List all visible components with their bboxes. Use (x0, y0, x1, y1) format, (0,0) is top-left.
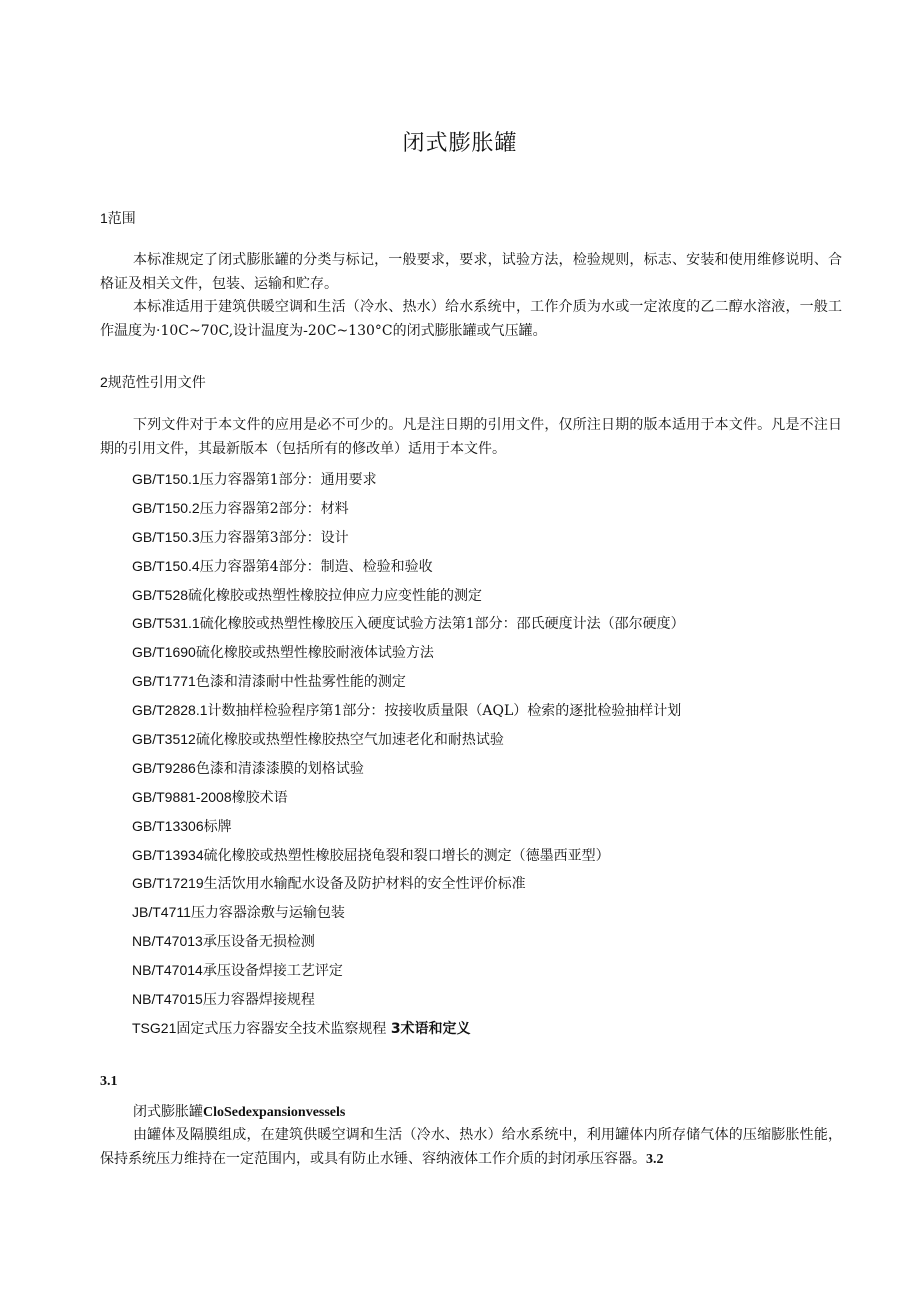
reference-title: 承压设备焊接工艺评定 (202, 963, 343, 980)
reference-item (132, 553, 852, 582)
section-3-heading: 3术语和定义 (390, 1020, 471, 1037)
reference-title: 色漆和清漆漆膜的划格试验 (195, 760, 364, 777)
document-title: 闭式膨胀罐 (402, 131, 518, 156)
reference-title: 生活饮用水输配水设备及防护材料的安全性评价标准 (203, 876, 526, 893)
definition-paragraph (100, 1124, 842, 1171)
reference-code: GB/T150.1 (132, 471, 200, 487)
reference-code: NB/T47014 (132, 962, 203, 979)
section-1-heading: 1范围 (100, 210, 136, 226)
reference-code: GB/T528 (132, 586, 189, 603)
reference-code: GB/T9881-2008 (132, 788, 232, 805)
reference-title: 橡胶术语 (231, 789, 288, 806)
reference-title: 压力容器第2部分：材料 (199, 500, 349, 517)
reference-title: 压力容器第1部分：通用要求 (199, 472, 377, 488)
clause-3-1-number: 3.1 (100, 1074, 118, 1089)
reference-item (132, 957, 852, 986)
reference-code: GB/T13306 (132, 817, 204, 834)
reference-code: NB/T47013 (132, 933, 203, 950)
reference-item (132, 755, 852, 784)
normative-intro-paragraph: 下列文件对于本文件的应用是必不可少的。凡是注日期的引用文件，仅所注日期的版本适用于本文件。凡是不注日期的引用文件，其最新版本（包括所有的修改单）适用于本文件。 (100, 417, 842, 457)
reference-code: GB/T150.2 (132, 499, 200, 516)
reference-title: 色漆和清漆耐中性盐雾性能的测定 (195, 674, 406, 691)
reference-item (132, 726, 852, 755)
reference-code: GB/T17219 (132, 875, 204, 892)
reference-title: 固定式压力容器安全技术监察规程 (176, 1020, 387, 1037)
reference-code: GB/T150.4 (132, 557, 200, 574)
reference-item (132, 697, 852, 726)
reference-title: 硫化橡胶或热塑性橡胶拉伸应力应变性能的测定 (188, 587, 483, 604)
reference-code: GB/T2828.1 (132, 702, 208, 719)
reference-title: 标牌 (203, 818, 232, 835)
reference-item (132, 495, 852, 524)
reference-item (132, 870, 852, 899)
term-entry (133, 1101, 345, 1121)
reference-code: NB/T47015 (132, 991, 203, 1008)
reference-title: 压力容器第3部分：设计 (199, 529, 349, 546)
section-1-body (100, 249, 842, 343)
term-chinese: 闭式膨胀罐 (133, 1104, 203, 1120)
reference-code: JB/T4711 (132, 904, 191, 921)
reference-item (132, 466, 852, 495)
scope-paragraph-2: 本标准适用于建筑供暖空调和生活（冷水、热水）给水系统中，工作介质为水或一定浓度的乙二醇水溶液，一般工作温度为·10C~70C,设计温度为-20C~130°C的闭式膨胀罐或气压罐。 (100, 299, 842, 339)
reference-code: TSG21 (132, 1019, 177, 1036)
reference-title: 计数抽样检验程序第1部分：按接收质量限（AQL）检索的逐批检验抽样计划 (207, 703, 682, 720)
reference-title: 压力容器涂敷与运输包装 (190, 905, 345, 922)
reference-title: 硫化橡胶或热塑性橡胶屈挠龟裂和裂口增长的测定（德墨西亚型） (203, 847, 610, 864)
reference-item (132, 928, 852, 957)
reference-code: GB/T13934 (132, 846, 204, 863)
reference-item (132, 842, 852, 871)
clause-3-2-number: 3.2 (646, 1151, 664, 1167)
definition-text: 由罐体及隔膜组成，在建筑供暖空调和生活（冷水、热水）给水系统中，利用罐体内所存储气体的压缩膨胀性能，保持系统压力维持在一定范围内，或具有防止水锤、容纳液体工作介质的封闭承压容器。 (100, 1127, 842, 1167)
reference-item (132, 813, 852, 842)
reference-code: GB/T3512 (132, 731, 196, 748)
reference-title: 压力容器第4部分：制造、检验和验收 (199, 558, 433, 575)
term-definition (100, 1124, 842, 1171)
term-english: CloSedexpansionvessels (203, 1105, 346, 1120)
normative-reference-list (132, 466, 852, 1044)
reference-code: GB/T1690 (132, 644, 196, 661)
reference-item (132, 899, 852, 928)
reference-code: GB/T1771 (132, 673, 196, 690)
reference-title: 硫化橡胶或热塑性橡胶耐液体试验方法 (195, 645, 434, 662)
reference-code: GB/T531.1 (132, 615, 200, 632)
reference-item (132, 582, 852, 611)
reference-title: 压力容器焊接规程 (202, 992, 315, 1009)
reference-code: GB/T150.3 (132, 528, 200, 545)
section-2-heading: 2规范性引用文件 (100, 374, 206, 390)
reference-item (132, 1015, 852, 1044)
reference-code: GB/T9286 (132, 759, 196, 776)
reference-title: 承压设备无损检测 (202, 934, 315, 951)
reference-item (132, 986, 852, 1015)
reference-item (132, 524, 852, 553)
reference-item (132, 668, 852, 697)
reference-item (132, 784, 852, 813)
reference-item (132, 610, 852, 639)
scope-paragraph-1: 本标准规定了闭式膨胀罐的分类与标记，一般要求，要求，试验方法，检验规则，标志、安装和使用维修说明、合格证及相关文件，包装、运输和贮存。 (100, 252, 842, 292)
reference-title: 硫化橡胶或热塑性橡胶压入硬度试验方法第1部分：邵氏硬度计法（邵尔硬度） (199, 616, 685, 633)
reference-item (132, 639, 852, 668)
section-2-intro (100, 414, 842, 461)
reference-title: 硫化橡胶或热塑性橡胶热空气加速老化和耐热试验 (195, 732, 504, 749)
